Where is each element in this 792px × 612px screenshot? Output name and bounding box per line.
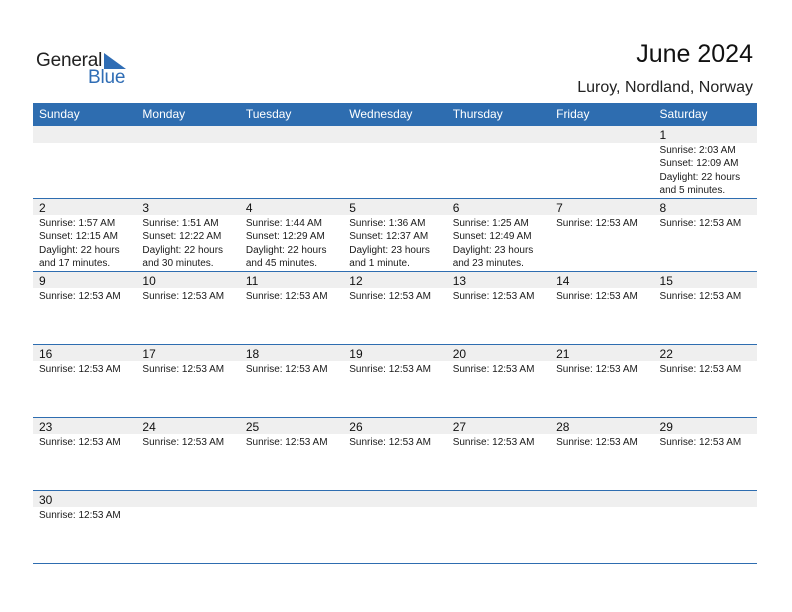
- day-number: 6: [452, 201, 460, 215]
- sun-info-line: Sunrise: 12:53 AM: [245, 364, 328, 375]
- calendar-week-row: [33, 126, 757, 199]
- sun-info: [349, 436, 446, 449]
- day-cell: [240, 199, 343, 271]
- sun-info: [39, 436, 136, 449]
- sun-info: [660, 363, 757, 376]
- day-number: 12: [349, 274, 363, 288]
- day-number: 1: [659, 128, 667, 142]
- sun-info-line: Sunrise: 1:25 AM: [452, 218, 529, 229]
- day-number: 30: [39, 493, 53, 507]
- day-cell: [240, 345, 343, 417]
- weekday-header: Saturday: [659, 107, 708, 121]
- sun-info-line: Daylight: 23 hours: [349, 244, 430, 256]
- weekday-header: Tuesday: [245, 107, 292, 121]
- sun-info-line: Sunrise: 12:53 AM: [142, 364, 225, 375]
- day-number: [660, 493, 757, 508]
- sun-info: [453, 290, 550, 303]
- sun-info: [556, 436, 653, 449]
- weekday-header: Wednesday: [349, 107, 413, 121]
- sun-info-line: Sunrise: 12:53 AM: [39, 364, 121, 375]
- day-cell: [447, 272, 550, 344]
- day-cell: [33, 345, 136, 417]
- sun-info-line: Sunrise: 12:53 AM: [659, 218, 742, 229]
- sun-info-line: Sunrise: 12:53 AM: [556, 218, 638, 229]
- sun-info-line: Sunrise: 12:53 AM: [39, 291, 121, 302]
- day-cell: [33, 272, 136, 344]
- sun-info-line: Sunset: 12:09 AM: [659, 158, 739, 170]
- calendar-weeks: [33, 126, 757, 564]
- sun-info-line: Sunrise: 12:53 AM: [245, 437, 328, 448]
- sun-info-line: Sunset: 12:29 AM: [245, 231, 325, 243]
- brand-logo: [36, 50, 136, 90]
- day-cell: [136, 491, 239, 563]
- day-number: [453, 493, 550, 508]
- sun-info: [39, 509, 136, 522]
- day-number: 3: [142, 201, 150, 215]
- sun-info: [660, 144, 757, 197]
- day-number: [246, 493, 343, 508]
- sun-info: [349, 290, 446, 303]
- day-number: [39, 128, 136, 143]
- sun-info-line: Sunrise: 2:03 AM: [659, 145, 736, 156]
- calendar-week-row: [33, 272, 757, 345]
- day-cell: [136, 418, 239, 490]
- sun-info-line: Sunrise: 12:53 AM: [349, 364, 431, 375]
- day-cell: [447, 345, 550, 417]
- sun-info: [453, 363, 550, 376]
- sun-info-line: Sunrise: 12:53 AM: [452, 437, 535, 448]
- day-number: 5: [349, 201, 356, 215]
- sun-info-line: Daylight: 23 hours: [452, 244, 534, 256]
- day-cell: [550, 345, 653, 417]
- day-cell: [343, 345, 446, 417]
- sun-info-line: Sunrise: 12:53 AM: [556, 364, 638, 375]
- day-cell: [136, 345, 239, 417]
- day-cell: [654, 491, 757, 563]
- day-number: [556, 493, 653, 508]
- sun-info: [246, 363, 343, 376]
- day-number: 27: [452, 420, 467, 434]
- calendar-week-row: [33, 418, 757, 491]
- sun-info: [556, 290, 653, 303]
- sun-info-line: and 5 minutes.: [659, 184, 726, 196]
- day-cell: [240, 418, 343, 490]
- day-cell: [654, 345, 757, 417]
- day-cell: [240, 272, 343, 344]
- day-cell: [550, 272, 653, 344]
- day-number: 9: [39, 274, 46, 288]
- day-cell: [447, 418, 550, 490]
- day-cell: [343, 199, 446, 271]
- sun-info-line: Daylight: 22 hours: [659, 171, 741, 183]
- sun-info-line: and 30 minutes.: [142, 257, 214, 269]
- day-cell: [550, 418, 653, 490]
- day-number: 11: [245, 274, 259, 288]
- day-cell: [33, 126, 136, 198]
- sun-info: [246, 290, 343, 303]
- week-days: [33, 199, 757, 271]
- day-number: [246, 128, 343, 143]
- sun-info: [556, 363, 653, 376]
- day-number: 18: [245, 347, 260, 361]
- sun-info: [142, 217, 239, 270]
- day-cell: [550, 491, 653, 563]
- sun-info-line: Sunset: 12:15 AM: [39, 231, 118, 243]
- sun-info-line: Sunrise: 12:53 AM: [39, 437, 121, 448]
- sun-info-line: and 23 minutes.: [452, 257, 524, 269]
- sun-info-line: Sunrise: 12:53 AM: [556, 291, 638, 302]
- day-number: 4: [245, 201, 253, 215]
- day-cell: [654, 272, 757, 344]
- sun-info-line: Sunrise: 12:53 AM: [659, 364, 742, 375]
- day-number: 25: [245, 420, 260, 434]
- sun-info-line: Daylight: 22 hours: [142, 244, 224, 256]
- sun-info-line: Sunrise: 12:53 AM: [556, 437, 638, 448]
- sun-info-line: Sunrise: 12:53 AM: [452, 364, 535, 375]
- sun-info-line: Sunset: 12:37 AM: [349, 231, 429, 243]
- sun-info-line: Sunrise: 12:53 AM: [142, 291, 225, 302]
- day-cell: [343, 126, 446, 198]
- day-number: 7: [556, 201, 563, 215]
- sun-info: [660, 436, 757, 449]
- day-cell: [447, 491, 550, 563]
- sun-info-line: Sunrise: 12:53 AM: [245, 291, 328, 302]
- sun-info-line: Sunrise: 1:36 AM: [349, 218, 426, 229]
- day-cell: [33, 418, 136, 490]
- sun-info: [349, 363, 446, 376]
- day-number: 21: [556, 347, 570, 361]
- weekday-header: Sunday: [39, 107, 80, 121]
- day-number: 26: [349, 420, 363, 434]
- week-days: [33, 418, 757, 490]
- day-cell: [240, 126, 343, 198]
- day-cell: [33, 491, 136, 563]
- sun-info-line: Sunrise: 1:51 AM: [142, 218, 219, 229]
- day-cell: [343, 491, 446, 563]
- sun-info: [349, 217, 446, 270]
- day-number: 8: [659, 201, 667, 215]
- sun-info: [453, 217, 550, 270]
- day-number: [349, 493, 446, 508]
- day-number: 24: [142, 420, 156, 434]
- page-title: June 2024: [636, 40, 753, 68]
- sun-info: [660, 290, 757, 303]
- sun-info: [556, 217, 653, 230]
- day-cell: [654, 418, 757, 490]
- sun-info: [660, 217, 757, 230]
- day-number: 22: [659, 347, 673, 361]
- day-cell: [136, 126, 239, 198]
- sun-info-line: Sunrise: 12:53 AM: [349, 437, 431, 448]
- day-number: 14: [556, 274, 570, 288]
- day-cell: [240, 491, 343, 563]
- day-number: [556, 128, 653, 143]
- day-number: 15: [659, 274, 673, 288]
- sun-info-line: and 17 minutes.: [39, 257, 111, 269]
- weekday-header: Thursday: [452, 107, 503, 121]
- day-cell: [550, 126, 653, 198]
- day-cell: [343, 272, 446, 344]
- day-cell: [136, 199, 239, 271]
- day-number: [453, 128, 550, 143]
- calendar-grid: [33, 103, 757, 564]
- sun-info: [39, 363, 136, 376]
- sun-info-line: and 45 minutes.: [245, 257, 318, 269]
- week-days: [33, 491, 757, 563]
- day-cell: [136, 272, 239, 344]
- logo-text-general: General: [36, 50, 103, 71]
- sun-info: [142, 436, 239, 449]
- sun-info-line: Sunrise: 1:57 AM: [39, 218, 116, 229]
- week-days: [33, 345, 757, 417]
- calendar-week-row: [33, 345, 757, 418]
- sun-info: [39, 290, 136, 303]
- sun-info-line: Sunrise: 12:53 AM: [142, 437, 225, 448]
- day-number: 29: [659, 420, 673, 434]
- day-number: 2: [39, 201, 46, 215]
- calendar-week-row: [33, 491, 757, 564]
- sun-info-line: Daylight: 22 hours: [39, 244, 120, 256]
- day-cell: [654, 199, 757, 271]
- sun-info: [39, 217, 136, 270]
- sun-info-line: Sunrise: 12:53 AM: [349, 291, 431, 302]
- day-number: [142, 493, 239, 508]
- day-cell: [343, 418, 446, 490]
- calendar-week-row: [33, 199, 757, 272]
- day-cell: [654, 126, 757, 198]
- sun-info-line: Sunrise: 12:53 AM: [659, 291, 742, 302]
- sun-info: [246, 217, 343, 270]
- weekday-header: Friday: [556, 107, 590, 121]
- sun-info-line: Sunset: 12:49 AM: [452, 231, 532, 243]
- day-number: 19: [349, 347, 363, 361]
- sun-info: [142, 363, 239, 376]
- day-cell: [447, 126, 550, 198]
- day-number: 20: [452, 347, 467, 361]
- week-days: [33, 126, 757, 198]
- week-days: [33, 272, 757, 344]
- weekday-header: Monday: [142, 107, 186, 121]
- day-number: 16: [39, 347, 53, 361]
- sun-info-line: Sunset: 12:22 AM: [142, 231, 222, 243]
- day-number: [349, 128, 446, 143]
- weekday-header-row: [33, 103, 757, 126]
- sun-info-line: and 1 minute.: [349, 257, 410, 269]
- day-number: 23: [39, 420, 53, 434]
- day-cell: [33, 199, 136, 271]
- day-cell: [550, 199, 653, 271]
- day-cell: [447, 199, 550, 271]
- sun-info: [142, 290, 239, 303]
- sun-info-line: Daylight: 22 hours: [245, 244, 327, 256]
- location-subtitle: Luroy, Nordland, Norway: [577, 79, 753, 96]
- sun-info-line: Sunrise: 12:53 AM: [452, 291, 535, 302]
- sun-info: [246, 436, 343, 449]
- day-number: 13: [452, 274, 467, 288]
- day-number: 28: [556, 420, 570, 434]
- day-number: 17: [142, 347, 156, 361]
- day-number: 10: [142, 274, 156, 288]
- sun-info-line: Sunrise: 12:53 AM: [659, 437, 742, 448]
- logo-text-blue: Blue: [88, 67, 126, 88]
- sun-info-line: Sunrise: 12:53 AM: [39, 510, 121, 521]
- sun-info-line: Sunrise: 1:44 AM: [245, 218, 322, 229]
- day-number: [142, 128, 239, 143]
- sun-info: [453, 436, 550, 449]
